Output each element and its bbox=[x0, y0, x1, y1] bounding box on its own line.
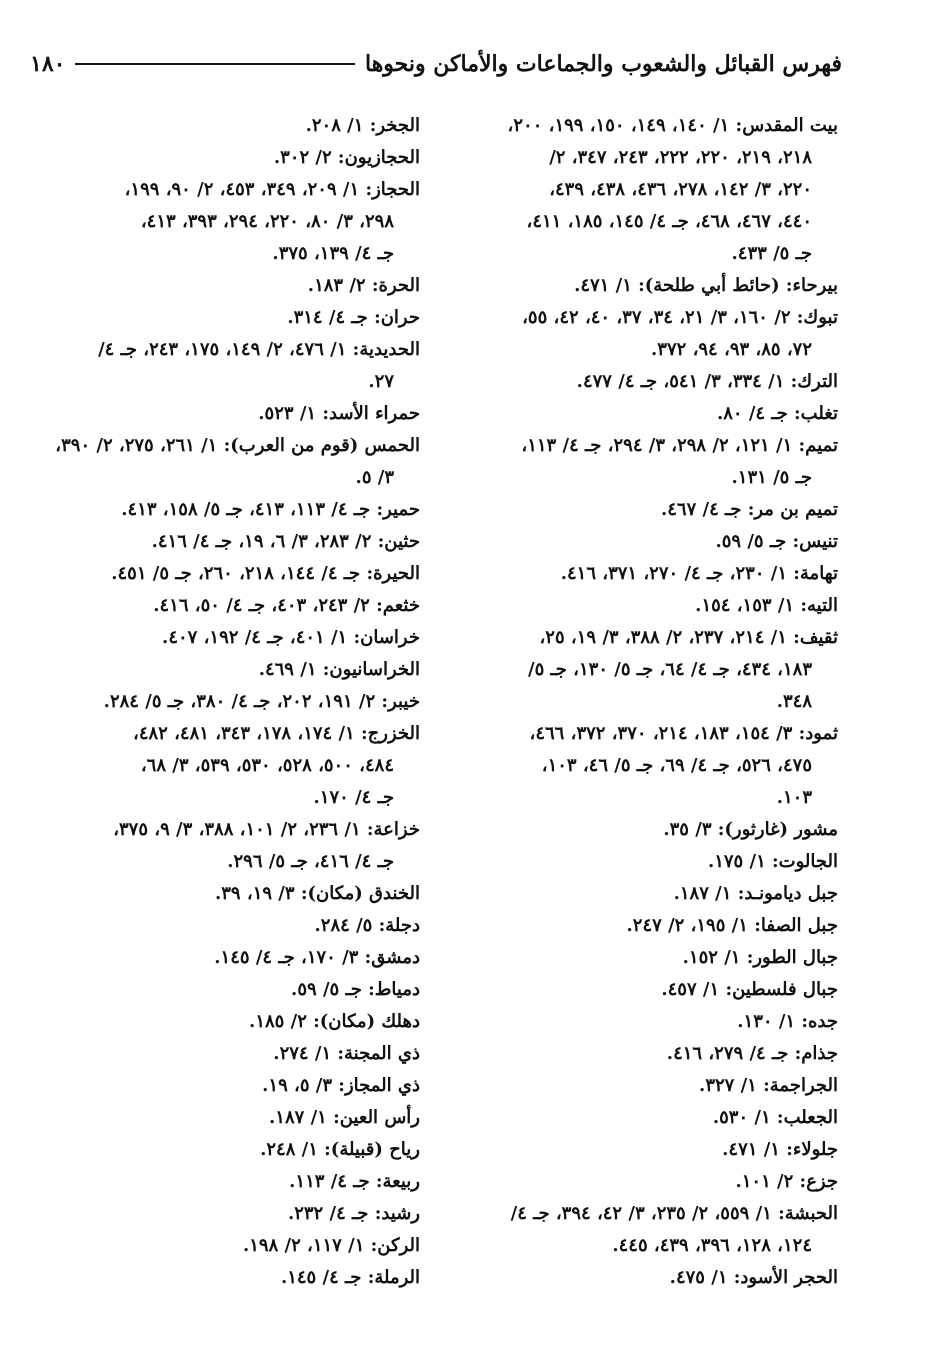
index-refs: ١/ ١٧٥. bbox=[707, 851, 773, 872]
index-term: الركن: bbox=[370, 1235, 420, 1256]
index-term: خراسان: bbox=[353, 627, 420, 648]
index-refs-continued: ٤٤٠، ٤٦٧، ٤٦٨، جـ ٤/ ١٤٥، ١٨٥، ٤١١، bbox=[526, 211, 812, 232]
index-refs: (قبيلة): ١/ ٢٤٨. bbox=[260, 1139, 390, 1160]
index-entry bbox=[28, 142, 420, 174]
index-entry bbox=[28, 1006, 420, 1038]
index-entry bbox=[28, 814, 420, 878]
index-entry bbox=[28, 494, 420, 526]
index-refs: جـ ٤/ ٤٦٧. bbox=[660, 499, 748, 520]
index-entry bbox=[455, 302, 838, 366]
index-entry bbox=[28, 686, 420, 718]
index-entry bbox=[28, 1198, 420, 1230]
index-entry bbox=[455, 1166, 838, 1198]
index-refs: ١/ ١٩٥، ٢/ ٢٤٧. bbox=[626, 915, 755, 936]
index-term: الحرة: bbox=[371, 275, 420, 296]
index-term: خيبر: bbox=[381, 691, 420, 712]
index-refs: ١/ ٤٧١. bbox=[722, 1139, 787, 1160]
index-entry bbox=[455, 398, 838, 430]
index-refs: جـ ٤/ ٢٧٩، ٤١٦. bbox=[666, 1043, 795, 1064]
index-entry bbox=[28, 270, 420, 302]
index-refs: جـ ٤/ ١١٣. bbox=[289, 1171, 376, 1192]
index-entry bbox=[28, 1262, 420, 1294]
index-refs: ٢/ ١٨٣. bbox=[307, 275, 372, 296]
index-term: رياح bbox=[389, 1139, 420, 1160]
index-entry bbox=[455, 942, 838, 974]
index-entry bbox=[455, 718, 838, 814]
index-refs: ١/ ٤٠١، جـ ٤/ ١٩٢، ٤٠٧. bbox=[162, 627, 354, 648]
page-header bbox=[30, 44, 842, 84]
index-refs: ٢/ ١٩١، ٢٠٢، جـ ٤/ ٣٨٠، جـ ٥/ ٢٨٤. bbox=[103, 691, 382, 712]
index-entry bbox=[28, 430, 420, 494]
index-entry bbox=[28, 1230, 420, 1262]
index-refs: جـ ٤/ ١٤٤، ٢١٨، ٢٦٠، جـ ٥/ ٤٥١. bbox=[111, 563, 367, 584]
index-term: خثعم: bbox=[376, 595, 420, 616]
index-refs-continued: ١٠٣. bbox=[776, 787, 812, 808]
index-term: دمشق: bbox=[364, 947, 420, 968]
index-refs-continued: ٢١٨، ٢١٩، ٢٢٠، ٢٢٢، ٢٤٣، ٣٤٧، ٢/ bbox=[549, 147, 812, 168]
index-entry bbox=[28, 174, 420, 270]
index-term: الترك: bbox=[790, 371, 838, 392]
index-term: الحديدية: bbox=[352, 339, 420, 360]
index-term: جبال فلسطين: bbox=[725, 979, 838, 1000]
index-refs-continued: جـ ٤/ ٤١٦، جـ ٥/ ٢٩٦. bbox=[227, 851, 394, 872]
index-refs: ٣/ ١٥٤، ١٨٣، ٢١٤، ٣٧٠، ٣٧٢، ٤٦٦، bbox=[529, 723, 799, 744]
index-term: رأس العين: bbox=[333, 1107, 420, 1128]
index-refs: (مكان): ٣/ ١٩، ٣٩. bbox=[214, 883, 370, 904]
index-refs: جـ ٤/ ٨٠. bbox=[716, 403, 795, 424]
index-refs: ١/ ٤٧٦، ٢/ ١٤٩، ١٧٥، ٢٤٣، جـ ٤/ bbox=[98, 339, 353, 360]
index-entry bbox=[455, 526, 838, 558]
index-term: تهامة: bbox=[793, 563, 838, 584]
index-entry bbox=[28, 526, 420, 558]
index-term: الحبشة: bbox=[778, 1203, 838, 1224]
index-entry bbox=[455, 1070, 838, 1102]
index-refs: جـ ٤/ ٣١٤. bbox=[287, 307, 375, 328]
index-refs: ١/ ٤٥٧. bbox=[661, 979, 726, 1000]
index-term: جده: bbox=[801, 1011, 838, 1032]
index-refs: ١/ ٢٣٠، جـ ٤/ ٢٧٠، ٣٧١، ٤١٦. bbox=[560, 563, 794, 584]
index-entry bbox=[28, 718, 420, 814]
page-title: فهرس القبائل والشعوب والجماعات والأماكن ونحوها bbox=[365, 51, 842, 77]
index-term: الجخر: bbox=[369, 115, 420, 136]
index-refs: ٥/ ٢٨٤. bbox=[314, 915, 379, 936]
index-entry bbox=[28, 1134, 420, 1166]
index-entry bbox=[455, 110, 838, 270]
index-entry bbox=[28, 910, 420, 942]
index-refs-continued: جـ ٥/ ٤٣٣. bbox=[731, 243, 812, 264]
index-term: دجلة: bbox=[378, 915, 420, 936]
index-entry bbox=[455, 590, 838, 622]
index-term: تنيس: bbox=[792, 531, 838, 552]
index-column-right bbox=[455, 110, 838, 1294]
index-refs: جـ ٤/ ٢٣٢. bbox=[287, 1203, 375, 1224]
index-entry bbox=[28, 110, 420, 142]
index-term: ثقيف: bbox=[793, 627, 838, 648]
index-refs: ١/ ١٨٧. bbox=[269, 1107, 334, 1128]
index-refs: ١/ ٢٣٦، ٢/ ١٠١، ٣٨٨، ٣/ ٩، ٣٧٥، bbox=[113, 819, 367, 840]
index-entry bbox=[455, 1038, 838, 1070]
index-entry bbox=[455, 622, 838, 718]
index-entry bbox=[28, 302, 420, 334]
index-entry bbox=[28, 1070, 420, 1102]
index-column-left bbox=[28, 110, 420, 1294]
index-entry bbox=[455, 910, 838, 942]
index-refs: ١/ ٢٠٨. bbox=[305, 115, 370, 136]
index-entry bbox=[455, 494, 838, 526]
index-entry bbox=[28, 974, 420, 1006]
index-term: جبل ديامونـد: bbox=[737, 883, 838, 904]
index-refs: ١/ ١١٧، ٢/ ١٩٨. bbox=[242, 1235, 371, 1256]
index-refs: ١/ ١٥٣، ١٥٤. bbox=[695, 595, 801, 616]
index-entry bbox=[455, 846, 838, 878]
index-refs-continued: ٣/ ٥. bbox=[355, 467, 394, 488]
index-entry bbox=[28, 1166, 420, 1198]
index-refs: جـ ٤/ ١١٣، ٤١٣، جـ ٥/ ١٥٨، ٤١٣. bbox=[121, 499, 377, 520]
index-term: جذام: bbox=[794, 1043, 838, 1064]
index-term: الحجازيون: bbox=[337, 147, 420, 168]
index-term: تميم بن مر: bbox=[747, 499, 838, 520]
index-entry bbox=[455, 366, 838, 398]
index-refs: ٢/ ٢٨٣، ٣/ ٦، ١٩، جـ ٤/ ٤١٦. bbox=[151, 531, 378, 552]
index-refs: ١/ ١٧٤، ١٧٨، ٣٤٣، ٤٨١، ٤٨٢، bbox=[133, 723, 361, 744]
index-term: الحمس bbox=[364, 435, 420, 456]
index-entry bbox=[455, 1262, 838, 1294]
index-term: جبل الصفا: bbox=[754, 915, 838, 936]
index-entry bbox=[455, 270, 838, 302]
index-refs-continued: ٤٨٤، ٥٠٠، ٥٢٨، ٥٣٠، ٥٣٩، ٣/ ٦٨، bbox=[140, 755, 394, 776]
index-entry bbox=[455, 430, 838, 494]
index-refs-continued: ٢٧. bbox=[368, 371, 394, 392]
index-term: جلولاء: bbox=[786, 1139, 838, 1160]
index-refs: ١/ ٢٧٤. bbox=[273, 1043, 338, 1064]
index-refs: ١/ ١٤٠، ١٤٩، ١٥٠، ١٩٩، ٢٠٠، bbox=[507, 115, 736, 136]
index-term: حمير: bbox=[376, 499, 420, 520]
index-refs-continued: جـ ٥/ ١٣١. bbox=[731, 467, 812, 488]
index-refs-continued: ١٢٤، ١٢٨، ٣٩٦، ٤٣٩، ٤٤٥. bbox=[612, 1235, 812, 1256]
index-term: مشور (غارثور): bbox=[717, 819, 838, 840]
index-term: بيت المقدس: bbox=[735, 115, 838, 136]
index-refs: ٣/ ١٧٠، جـ ٤/ ١٤٥. bbox=[214, 947, 365, 968]
index-entry bbox=[28, 878, 420, 910]
index-term: ثمود: bbox=[798, 723, 838, 744]
index-refs: (حائط أبي طلحة): ١/ ٤٧١. bbox=[574, 275, 786, 296]
index-refs: ١/ ١٨٧. bbox=[673, 883, 738, 904]
index-refs: ٣/ ٣٥. bbox=[663, 819, 718, 840]
index-term: الحجر الأسود: bbox=[733, 1267, 838, 1288]
header-rule bbox=[75, 63, 355, 65]
index-refs: ١/ ٥٥٩، ٢/ ٢٣٥، ٣/ ٤٢، ٣٩٤، جـ ٤/ bbox=[510, 1203, 779, 1224]
index-refs: ١/ ٥٣٠. bbox=[712, 1107, 777, 1128]
index-term: تميم: bbox=[798, 435, 838, 456]
index-entry bbox=[455, 1006, 838, 1038]
index-entry bbox=[455, 974, 838, 1006]
index-refs-continued: ٧٢، ٨٥، ٩٣، ٩٤، ٣٧٢. bbox=[651, 339, 812, 360]
index-term: ذي المجنة: bbox=[337, 1043, 420, 1064]
index-refs: ١/ ٢٠٩، ٣٤٩، ٤٥٣، ٢/ ٩٠، ١٩٩، bbox=[124, 179, 366, 200]
index-entry bbox=[28, 622, 420, 654]
index-term: التيه: bbox=[800, 595, 838, 616]
index-term: ذي المجاز: bbox=[338, 1075, 420, 1096]
index-refs: ١/ ٣٣٤، ٣/ ٥٤١، جـ ٤/ ٤٧٧. bbox=[576, 371, 791, 392]
index-term: الخزرج: bbox=[361, 723, 420, 744]
index-entry bbox=[28, 558, 420, 590]
index-entry bbox=[28, 1038, 420, 1070]
index-refs: ١/ ١٣٠. bbox=[737, 1011, 802, 1032]
index-refs: (مكان): ٢/ ١٨٥. bbox=[249, 1011, 382, 1032]
index-term: تغلب: bbox=[794, 403, 838, 424]
index-term: حثين: bbox=[377, 531, 420, 552]
index-refs-continued: ٢٩٨، ٣/ ٨٠، ٢٢٠، ٢٩٤، ٣٩٣، ٤١٣، bbox=[140, 211, 394, 232]
index-term: حران: bbox=[374, 307, 420, 328]
index-entry bbox=[28, 334, 420, 398]
index-entry bbox=[28, 942, 420, 974]
index-entry bbox=[455, 878, 838, 910]
index-term: دهلك bbox=[381, 1011, 420, 1032]
index-term: حمراء الأسد: bbox=[322, 403, 420, 424]
index-refs: ٢/ ١٠١. bbox=[735, 1171, 800, 1192]
index-term: الخراسانيون: bbox=[322, 659, 420, 680]
index-term: الخندق bbox=[369, 883, 420, 904]
index-refs: ١/ ٥٢٣. bbox=[258, 403, 323, 424]
index-refs-continued: ٤٧٥، ٥٢٦، جـ ٤/ ٦٩، جـ ٥/ ٤٦، ١٠٣، bbox=[541, 755, 812, 776]
index-refs: ١/ ١٢١، ٢/ ٢٩٨، ٣/ ٢٩٤، جـ ٤/ ١١٣، bbox=[521, 435, 799, 456]
index-refs-continued: جـ ٤/ ١٣٩، ٣٧٥. bbox=[272, 243, 394, 264]
index-refs: ١/ ٣٢٧. bbox=[699, 1075, 764, 1096]
index-term: جبال الطور: bbox=[746, 947, 838, 968]
index-term: الحيرة: bbox=[366, 563, 420, 584]
index-term: الجراجمة: bbox=[763, 1075, 838, 1096]
index-term: الرملة: bbox=[367, 1267, 420, 1288]
index-refs: ١/ ٤٦٩. bbox=[258, 659, 323, 680]
index-refs-continued: ٢٢٠، ٣/ ١٤٢، ٢٧٨، ٤٣٦، ٤٣٨، ٤٣٩، bbox=[549, 179, 812, 200]
index-refs: ٢/ ٢٤٣، ٤٠٣، جـ ٤/ ٥٠، ٤١٦. bbox=[153, 595, 377, 616]
index-term: تبوك: bbox=[796, 307, 838, 328]
index-refs: جـ ٥/ ٥٩. bbox=[715, 531, 793, 552]
index-refs: (قوم من العرب): ١/ ٢٦١، ٢٧٥، ٢/ ٣٩٠، bbox=[55, 435, 365, 456]
index-refs: ١/ ٢١٤، ٢٣٧، ٢/ ٣٨٨، ٣/ ١٩، ٢٥، bbox=[539, 627, 794, 648]
index-term: بيرحاء: bbox=[785, 275, 838, 296]
index-refs: ٢/ ٣٠٢. bbox=[273, 147, 338, 168]
index-entry bbox=[28, 590, 420, 622]
index-term: جزع: bbox=[799, 1171, 838, 1192]
index-refs: ١/ ١٥٢. bbox=[682, 947, 747, 968]
index-term: ربيعة: bbox=[375, 1171, 420, 1192]
index-term: دمياط: bbox=[368, 979, 420, 1000]
index-refs: ٣/ ٥، ١٩. bbox=[262, 1075, 339, 1096]
index-term: الجعلب: bbox=[776, 1107, 838, 1128]
index-term: خزاعة: bbox=[366, 819, 420, 840]
index-refs: ٢/ ١٦٠، ٣/ ٢١، ٣٤، ٣٧، ٤٠، ٤٢، ٥٥، bbox=[522, 307, 797, 328]
page-number: ١٨٠ bbox=[30, 51, 66, 77]
index-entry bbox=[28, 1102, 420, 1134]
index-entry bbox=[455, 558, 838, 590]
index-refs-continued: جـ ٤/ ١٧٠. bbox=[313, 787, 394, 808]
index-refs: جـ ٤/ ١٤٥. bbox=[280, 1267, 368, 1288]
index-refs: جـ ٥/ ٥٩. bbox=[291, 979, 369, 1000]
index-entry bbox=[455, 1102, 838, 1134]
index-entry bbox=[455, 1134, 838, 1166]
index-refs-continued: ١٨٣، ٤٣٤، جـ ٤/ ٦٤، جـ ٥/ ١٣٠، جـ ٥/ bbox=[528, 659, 812, 680]
index-entry bbox=[28, 654, 420, 686]
index-term: رشيد: bbox=[374, 1203, 420, 1224]
index-entry bbox=[28, 398, 420, 430]
index-entry bbox=[455, 1198, 838, 1262]
index-refs-continued: ٣٤٨. bbox=[776, 691, 812, 712]
index-refs: ١/ ٤٧٥. bbox=[669, 1267, 734, 1288]
index-term: الجالوت: bbox=[772, 851, 838, 872]
index-term: الحجاز: bbox=[365, 179, 420, 200]
index-entry bbox=[455, 814, 838, 846]
